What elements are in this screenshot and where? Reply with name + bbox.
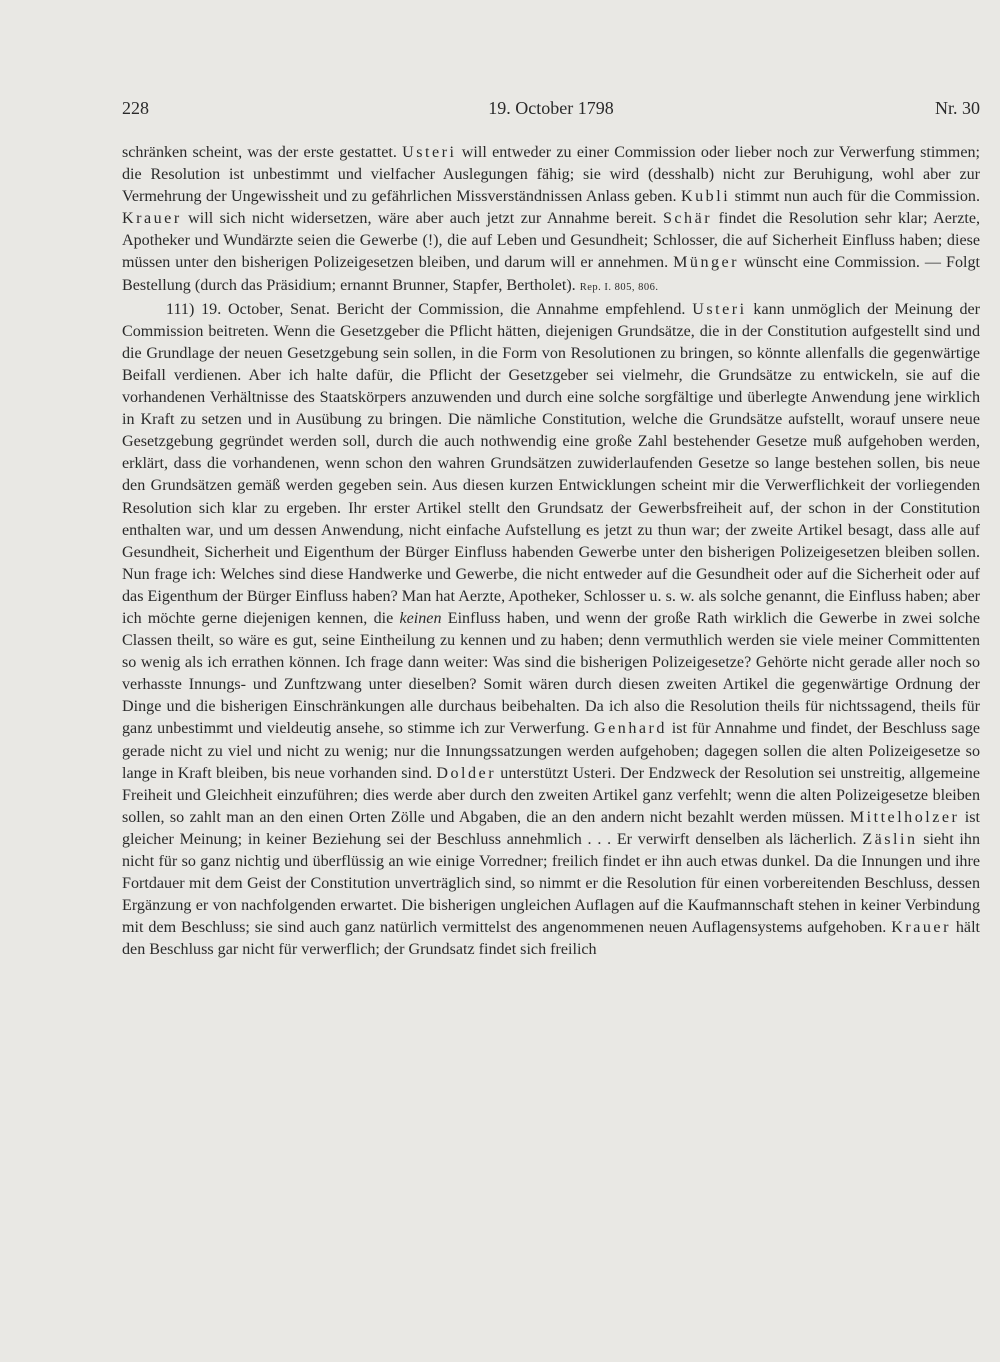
- speaker-name: Zäslin: [862, 830, 918, 848]
- speaker-name: Schär: [662, 210, 713, 228]
- text-run: Einfluss haben, und wenn der große Rath wirklich die Gewerbe in zwei solche Classen theilt, so wäre es gut, seine Eintheilung zu kennen und zu haben; denn vermuthlich werden sie viele meiner Committenten so wenig als ich errathen können. Ich frage dann weiter: Was sind die bisherigen Polizeigesetze? Gehörte nicht gerade aller noch so verhasste Innungs- und Zunftzwang unter dieselben? Somit wären durch diesen zweiten Artikel die gegenwärtige Ordnung der Dinge und die bisherigen Einschränkungen alle durchaus beibehalten. Da ich also die Resolution theils für nichtssagend, theils für ganz unbestimmt und vieldeutig ansehe, so stimme ich zur Verwerfung.: [122, 609, 980, 738]
- running-header: [122, 98, 980, 128]
- speaker-name: Kubli: [681, 188, 731, 206]
- text-run: ist gleicher Meinung; in keiner Beziehung sei der Beschluss annehmlich . . . Er verwirft denselben als lächerlich.: [122, 808, 980, 848]
- header-date: 19. October 1798: [488, 98, 614, 118]
- text-run: ist für Annahme und findet, der Beschluss sage gerade nicht zu viel und nicht zu wenig; nur die Innungssatzungen werden aufgehoben; dagegen sollen die alten Polizeigesetze so lange in Kraft bleiben, bis neue vorhanden sind.: [122, 720, 981, 782]
- page-number: 228: [122, 98, 149, 118]
- speaker-name: Münger: [673, 254, 740, 272]
- text-run: 111) 19. October, Senat. Bericht der Commission, die Annahme empfehlend.: [166, 300, 693, 318]
- speaker-name: Usteri: [692, 300, 747, 318]
- text-run: schränken scheint, was der erste gestattet.: [122, 144, 403, 161]
- speaker-name: Genhard: [594, 720, 667, 738]
- paragraph-senat: [122, 299, 980, 962]
- text-run: will entweder zu einer Commission oder lieber noch zur Verwerfung stimmen; die Resolution ist unbestimmt und vielfacher Auslegungen fähig; sie wird (desshalb) nicht zur Beruhigung, wohl aber zur Vermehrung der Ungewissheit und zu gefährlichen Missverständnissen Anlass geben.: [122, 144, 980, 206]
- text-run: will sich nicht widersetzen, wäre aber auch jetzt zur Annahme bereit.: [181, 210, 663, 228]
- text-run: wünscht eine Commission. — Folgt Bestellung (durch das Präsidium; ernannt Brunner, Stapfer, Bertholet).: [122, 254, 980, 294]
- text-run: unterstützt Usteri. Der Endzweck der Resolution sei unstreitig, allgemeine Freiheit und Gleichheit einzuführen; dies werde aber durch den zweiten Artikel ganz verfehlt; wenn die alten Polizeigesetze bleiben sollen, so zahlt man an den einen Orten Zölle und Abgaben, die an den andern nicht bezahlt werden müssen.: [122, 764, 980, 826]
- source-reference: Rep. I. 805, 806.: [579, 281, 659, 293]
- text-run: stimmt nun auch für die Commission.: [730, 188, 980, 206]
- speaker-name: Usteri: [402, 144, 457, 161]
- body-text: [122, 142, 980, 961]
- speaker-name: Mittelholzer: [849, 808, 960, 826]
- paragraph-grosser-rath: [122, 142, 980, 299]
- text-run: sieht ihn nicht für so ganz nichtig und überflüssig an wie einige Vorredner; freilich findet er ihn auch etwas dunkel. Da die Innungen und ihre Fortdauer mit dem Geist der Constitution unverträglich sind, so nimmt er die Resolution für einen vorbereitenden Beschluss, dessen Ergänzung er von nachfolgenden erwartet. Die bisherigen ungleichen Auflagen auf die Kaufmannschaft stehen in keiner Verbindung mit dem Beschluss; sie sind auch ganz natürlich vermittelst des angenommenen neuen Auflagensystems aufgehoben.: [122, 830, 980, 937]
- speaker-name: Krauer: [891, 919, 951, 937]
- text-run: hält den Beschluss gar nicht für verwerflich; der Grundsatz findet sich freilich: [122, 919, 981, 959]
- speaker-name: Krauer: [122, 210, 182, 228]
- text-run: findet die Resolution sehr klar; Aerzte, Apotheker und Wundärzte seien die Gewerbe (!), die auf Leben und Gesundheit; Schlosser, die auf Sicherheit Einfluss haben; diese müssen unter den bisherigen Polizeigesetzen bleiben, und darum will er annehmen.: [122, 210, 981, 272]
- speaker-name: Dolder: [436, 764, 497, 782]
- header-document-number: Nr. 30: [935, 98, 980, 118]
- emphasized-word: keinen: [399, 609, 442, 627]
- text-run: kann unmöglich der Meinung der Commission beitreten. Wenn die Gesetzgeber die Pflicht hätten, diejenigen Grundsätze, die in der Constitution aufgestellt sind und die Grundlage der neuen Gesetzgebung sein sollen, in die Form von Resolutionen zu bringen, so könnte allenfalls die gegenwärtige Beifall verdienen. Aber ich halte dafür, die Pflicht der Gesetzgeber sei vielmehr, die Grundsätze zu entwickeln, sie auf die vorhandenen Verhältnisse des Staatskörpers anzuwenden und durch eine solche sorgfältige und überlegte Anwendung jene wirklich in Kraft zu setzen und in Ausübung zu bringen. Die nämliche Constitution, welche die Grundsätze aufstellt, worauf unsere neue Gesetzgebung gegründet werden soll, durch die auch nothwendig eine große Zahl bestehender Gesetze muß aufgehoben werden, erklärt, dass die vorhandenen, wenn schon den wahren Grundsätzen zuwiderlaufenden Gesetze so lange bestehen sollen, bis neue den Grundsätzen gemäß werden gegeben sein. Aus diesen kurzen Entwicklungen scheint mir die Verwerflichkeit der vorliegenden Resolution sich klar zu ergeben. Ihr erster Artikel stellt den Grundsatz der Gewerbsfreiheit auf, der schon in der Constitution enthalten war, und um dessen Anwendung, nicht einfache Aufstellung es jetzt zu thun war; der zweite Artikel besagt, dass alle auf Gesundheit, Sicherheit und Eigenthum der Bürger Einfluss habenden Gewerbe unter den bisherigen Polizeigesetzen bleiben sollen. Nun frage ich: Welches sind diese Handwerke und Gewerbe, die nicht entweder auf die Gesundheit oder auf die Sicherheit oder auf das Eigenthum der Bürger Einfluss haben? Man hat Aerzte, Apotheker, Schlosser u. s. w. als solche genannt, die Einfluss haben; aber ich möchte gerne diejenigen kennen, die: [122, 300, 980, 627]
